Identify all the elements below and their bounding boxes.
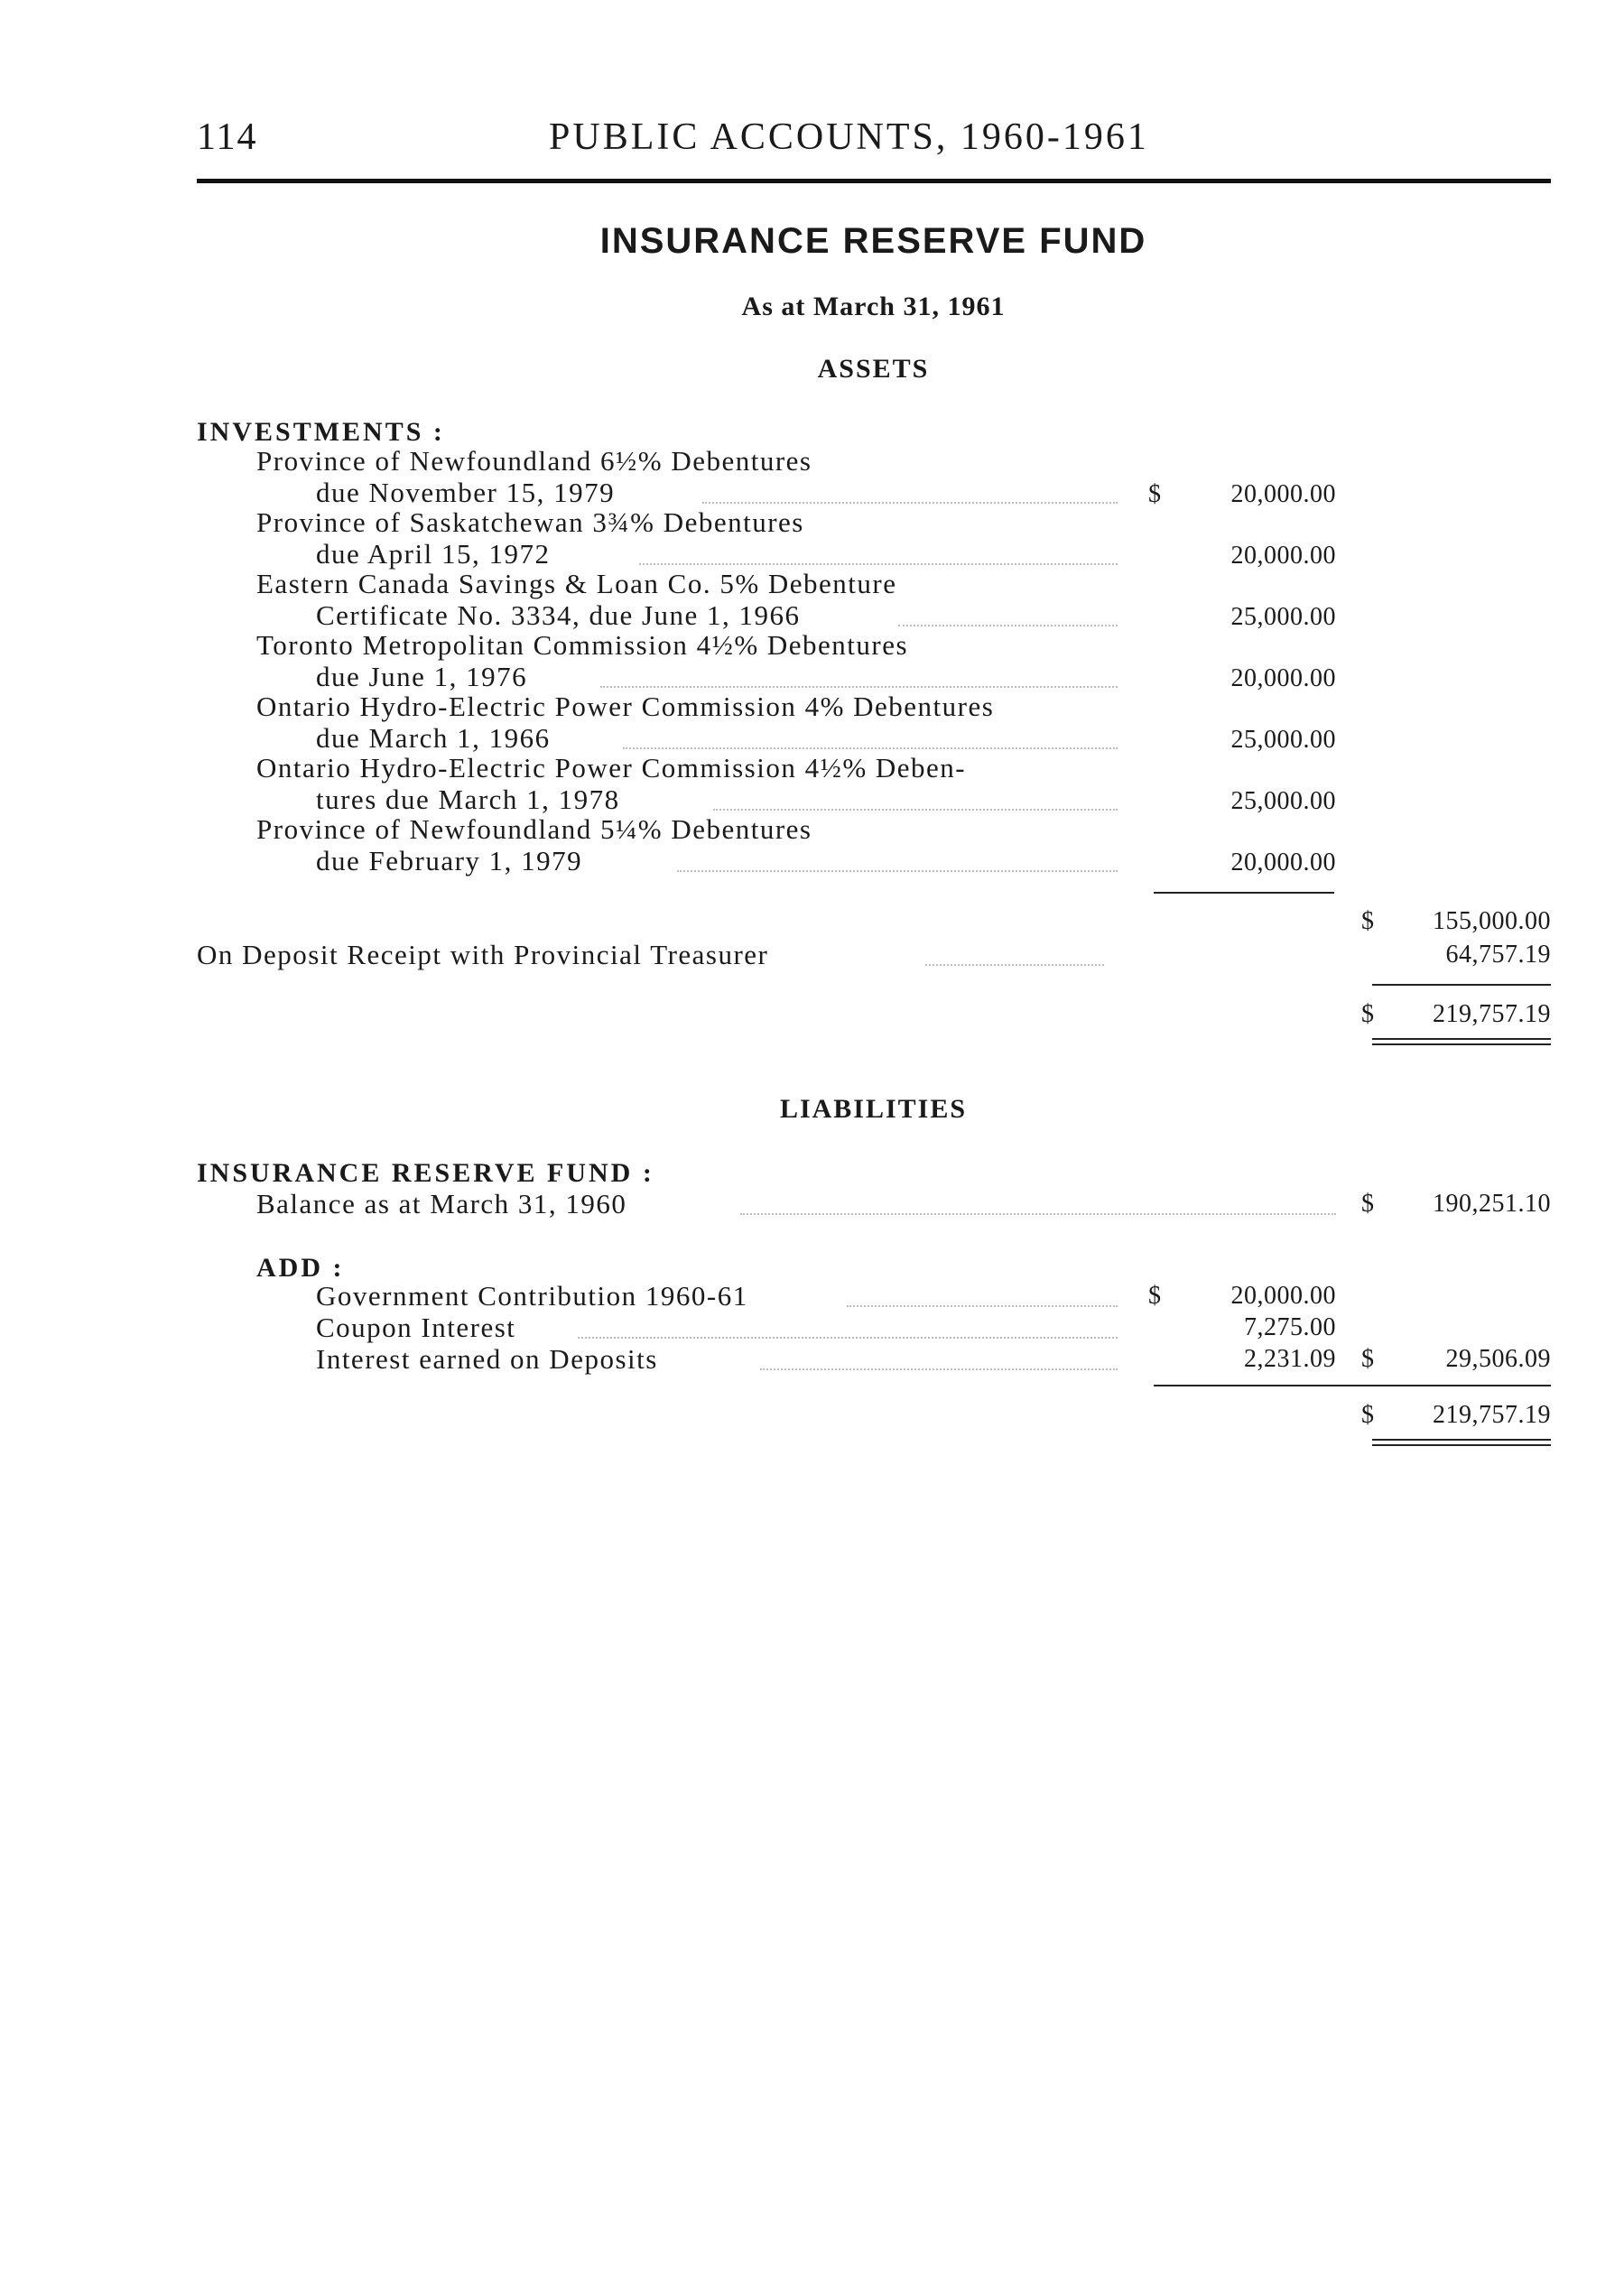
item-description: Province of Newfoundland 6½% Debentures: [256, 445, 812, 477]
double-rule-bottom: [1372, 1043, 1551, 1045]
dot-leader: [898, 625, 1118, 626]
item-description: Toronto Metropolitan Commission 4½% Debentures: [256, 629, 909, 661]
subtotal-rule: [1154, 1385, 1551, 1386]
add-item-amount: 7,275.00: [1244, 1313, 1336, 1341]
item-description-cont: Certificate No. 3334, due June 1, 1966: [316, 599, 801, 631]
double-rule-top: [1372, 1038, 1551, 1040]
investments-label: INVESTMENTS :: [197, 417, 445, 447]
assets-total-dollar: $: [1361, 1000, 1374, 1028]
deposit-amount: 64,757.19: [1445, 941, 1551, 969]
dot-leader: [713, 809, 1118, 811]
item-amount: 20,000.00: [1230, 664, 1336, 692]
item-amount: 20,000.00: [1230, 480, 1336, 508]
liabilities-total: 219,757.19: [1433, 1401, 1551, 1429]
dot-leader: [677, 870, 1118, 872]
dot-leader: [925, 964, 1104, 966]
item-description-cont: due November 15, 1979: [316, 477, 616, 508]
total-rule: [1372, 984, 1551, 986]
dot-leader: [760, 1368, 1118, 1370]
investments-total: 155,000.00: [1433, 907, 1551, 935]
document-title: INSURANCE RESERVE FUND: [599, 221, 1147, 261]
item-description: Province of Newfoundland 5¼% Debentures: [256, 813, 812, 845]
subtotal-rule: [1154, 892, 1334, 894]
item-description-cont: due April 15, 1972: [316, 538, 551, 570]
balance-dollar: $: [1361, 1190, 1374, 1218]
assets-heading: ASSETS: [817, 354, 930, 384]
dot-leader: [740, 1213, 1336, 1215]
document-subtitle: As at March 31, 1961: [741, 292, 1006, 321]
item-description: Ontario Hydro-Electric Power Commission 4½% Deben-: [256, 752, 967, 784]
double-rule-top: [1372, 1439, 1551, 1441]
item-amount: 25,000.00: [1230, 603, 1336, 631]
item-description: Ontario Hydro-Electric Power Commission 4% Debentures: [256, 691, 995, 722]
dot-leader: [847, 1305, 1118, 1307]
investments-total-dollar: $: [1361, 907, 1374, 935]
item-description-cont: due June 1, 1976: [316, 661, 528, 692]
assets-total: 219,757.19: [1433, 1000, 1551, 1028]
dot-leader: [578, 1337, 1118, 1339]
item-amount: 25,000.00: [1230, 787, 1336, 815]
add-label: ADD :: [256, 1253, 345, 1283]
item-description: Province of Saskatchewan 3¾% Debentures: [256, 506, 804, 538]
add-item-label: Coupon Interest: [316, 1312, 516, 1343]
item-description-cont: due February 1, 1979: [316, 845, 583, 876]
dot-leader: [702, 502, 1118, 504]
item-amount: 20,000.00: [1230, 848, 1336, 876]
balance-label: Balance as at March 31, 1960: [256, 1188, 627, 1219]
add-total-dollar: $: [1361, 1345, 1374, 1373]
balance-amount: 190,251.10: [1433, 1190, 1551, 1218]
add-item-label: Interest earned on Deposits: [316, 1343, 658, 1375]
dot-leader: [639, 563, 1118, 565]
item-amount: 25,000.00: [1230, 726, 1336, 754]
reserve-fund-label: INSURANCE RESERVE FUND :: [197, 1158, 654, 1188]
item-amount: 20,000.00: [1230, 542, 1336, 570]
dollar-sign: $: [1148, 1282, 1161, 1310]
add-total: 29,506.09: [1445, 1345, 1551, 1373]
double-rule-bottom: [1372, 1444, 1551, 1446]
liabilities-heading: LIABILITIES: [779, 1094, 968, 1124]
page-header: [197, 116, 1551, 161]
page-number: 114: [197, 116, 258, 158]
dot-leader: [623, 747, 1118, 749]
item-description: Eastern Canada Savings & Loan Co. 5% Debenture: [256, 568, 897, 599]
item-description-cont: tures due March 1, 1978: [316, 784, 620, 815]
add-item-label: Government Contribution 1960-61: [316, 1280, 748, 1312]
header-rule: [197, 179, 1551, 183]
liabilities-total-dollar: $: [1361, 1401, 1374, 1429]
add-item-amount: 20,000.00: [1230, 1282, 1336, 1310]
deposit-label: On Deposit Receipt with Provincial Treasurer: [197, 939, 769, 970]
item-description-cont: due March 1, 1966: [316, 722, 551, 754]
dot-leader: [600, 686, 1118, 688]
dollar-sign: $: [1148, 480, 1161, 508]
running-title: PUBLIC ACCOUNTS, 1960-1961: [549, 116, 1149, 158]
add-item-amount: 2,231.09: [1244, 1345, 1336, 1373]
